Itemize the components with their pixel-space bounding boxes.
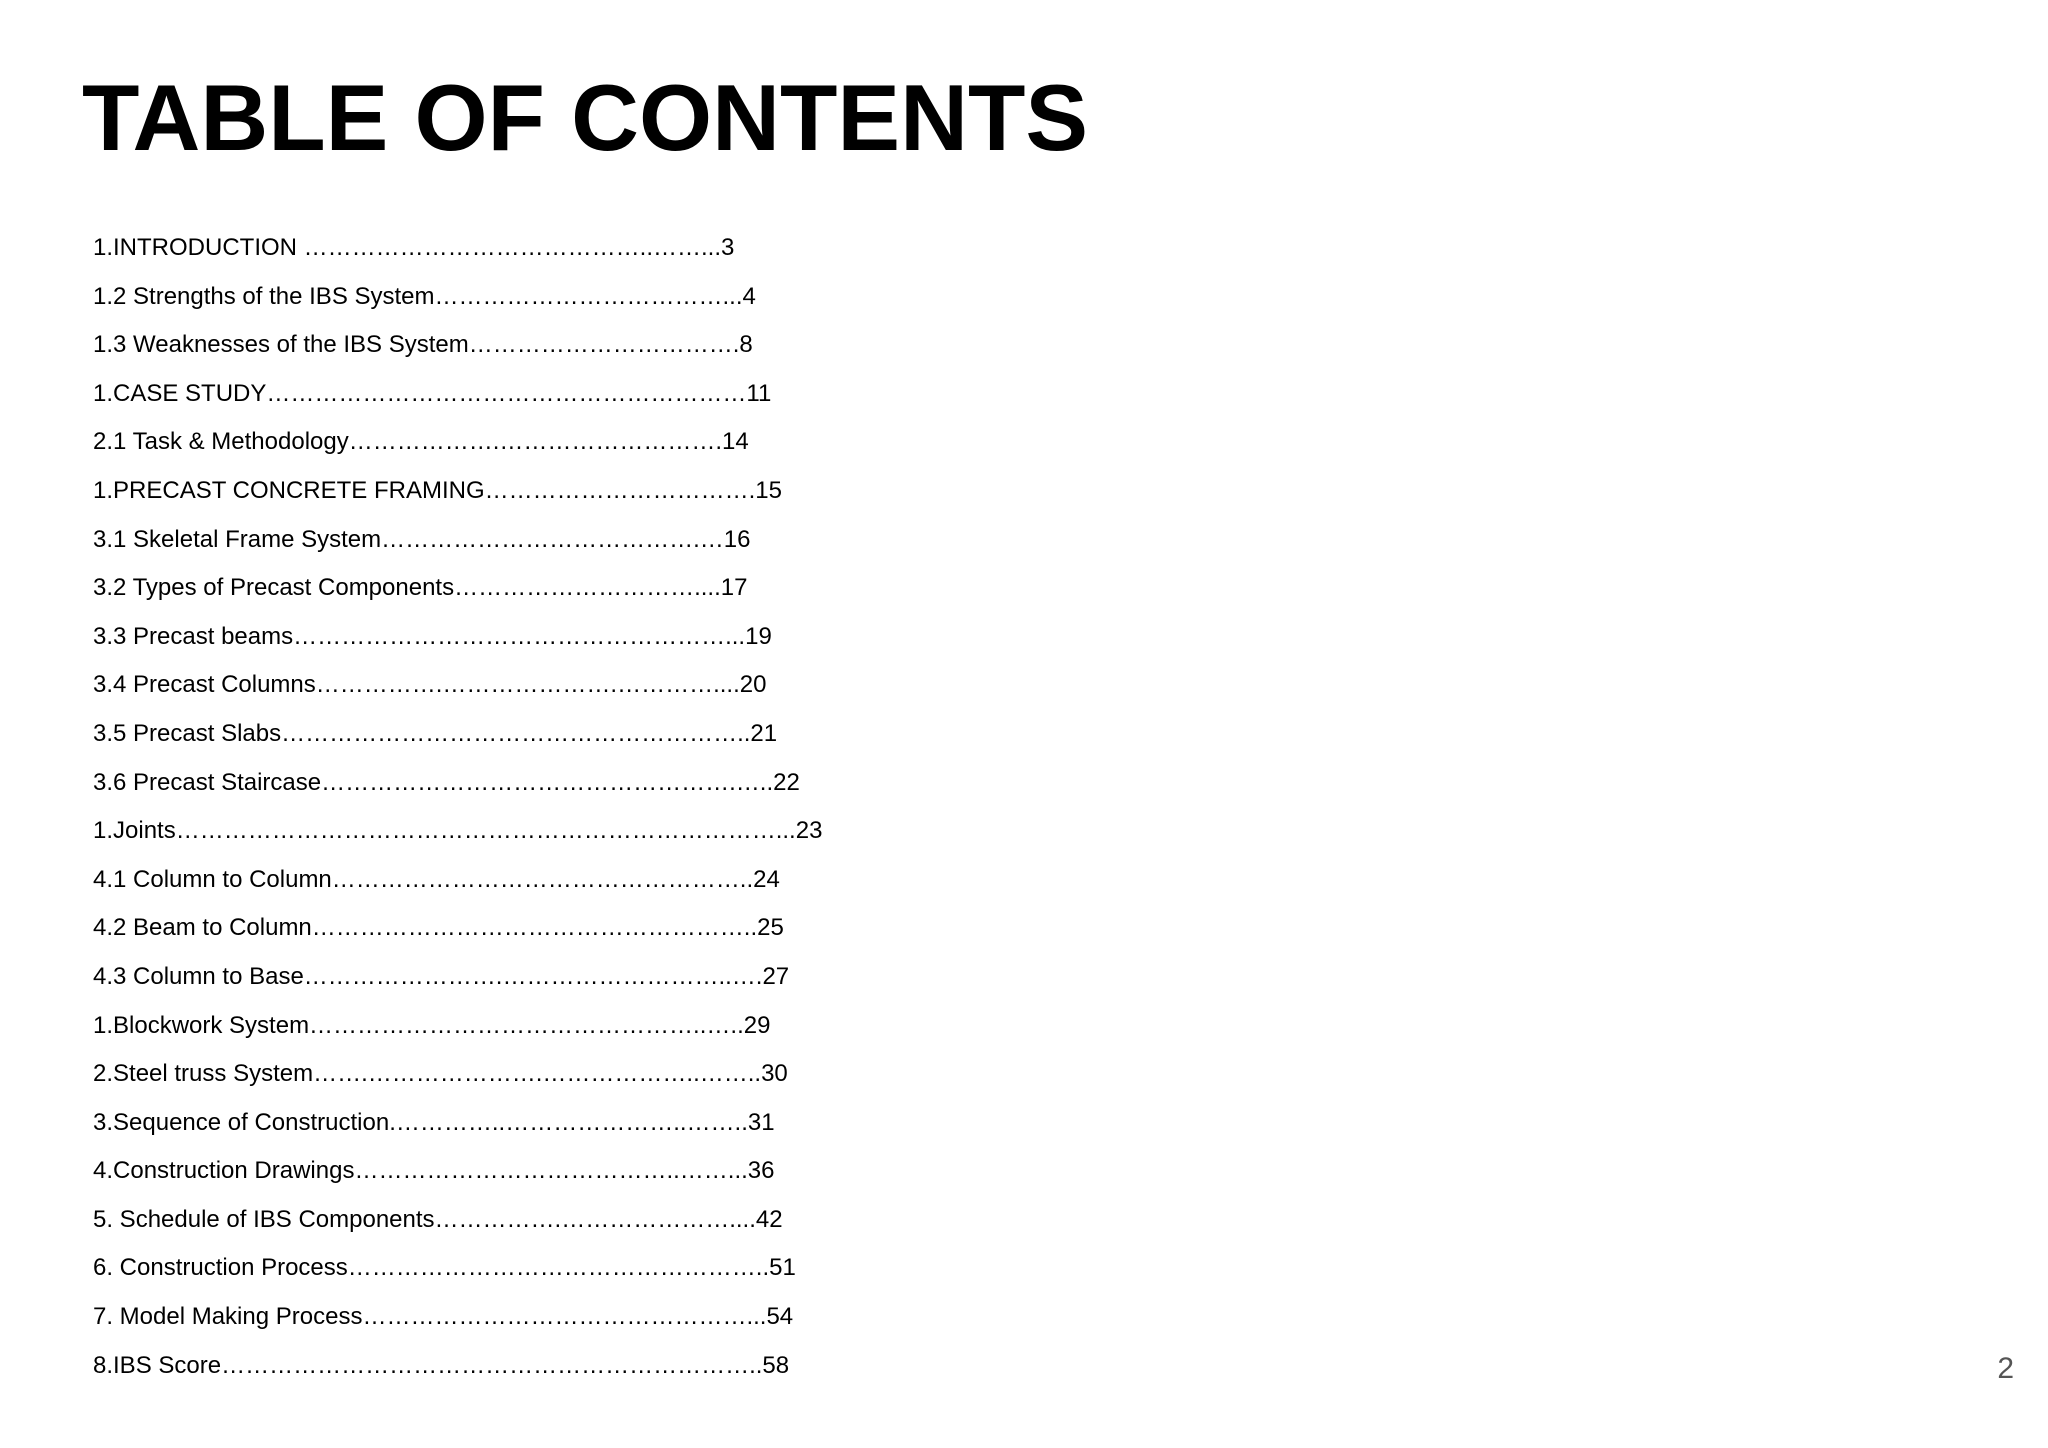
toc-entry: 3.Sequence of Construction.…………..…………………..……..31 — [93, 1108, 775, 1136]
toc-entry: 1.2 Strengths of the IBS System………………………………...4 — [93, 282, 756, 310]
toc-entry: 6. Construction Process……………………………………………..51 — [93, 1254, 796, 1282]
toc-entry: 1.CASE STUDY……………………………………………………11 — [93, 379, 772, 407]
toc-entry: 2.Steel truss System…….………………….………………..……..30 — [93, 1060, 788, 1088]
toc-list — [93, 226, 822, 1392]
toc-entry: 4.Construction Drawings…………………………………..……...36 — [93, 1157, 775, 1185]
toc-entry: 3.2 Types of Precast Components…………………………....17 — [93, 574, 748, 602]
toc-entry: 3.1 Skeletal Frame System………………………………….…16 — [93, 525, 751, 553]
toc-entry: 4.1 Column to Column……………………………………………..24 — [93, 865, 780, 893]
toc-entry: 1.Blockwork System…………………………………………..…..29 — [93, 1011, 771, 1039]
toc-entry: 5. Schedule of IBS Components…………….…………………....42 — [93, 1205, 783, 1233]
toc-entry: 1.Joints…………………………………………………………………...23 — [93, 817, 823, 845]
toc-entry: 1.INTRODUCTION ……………………………………..……...3 — [93, 234, 735, 261]
page-title: TABLE OF CONTENTS — [82, 65, 1089, 170]
toc-entry: 2.1 Task & Methodology……………….……………………….14 — [93, 428, 749, 456]
toc-entry: 7. Model Making Process…………………………………………...54 — [93, 1303, 794, 1331]
toc-entry: 3.4 Precast Columns…………….………………….…………....20 — [93, 671, 767, 699]
toc-entry: 1.PRECAST CONCRETE FRAMING…………………………….15 — [93, 476, 782, 504]
toc-entry: 1.3 Weaknesses of the IBS System…………………………….8 — [93, 331, 753, 359]
page-number: 2 — [1997, 1352, 2014, 1385]
toc-entry: 4.2 Beam to Column………………………………………………..25 — [93, 914, 784, 942]
toc-entry: 3.6 Precast Staircase…………………………………………….…..22 — [93, 768, 800, 796]
toc-entry: 3.3 Precast beams………………………………………………...19 — [93, 622, 772, 650]
toc-entry: 4.3 Column to Base…………………….………………………..….27 — [93, 962, 790, 990]
toc-entry: 8.IBS Score…………………………………………………………..58 — [93, 1351, 790, 1379]
toc-entry: 3.5 Precast Slabs…………………………………………………..21 — [93, 719, 778, 747]
